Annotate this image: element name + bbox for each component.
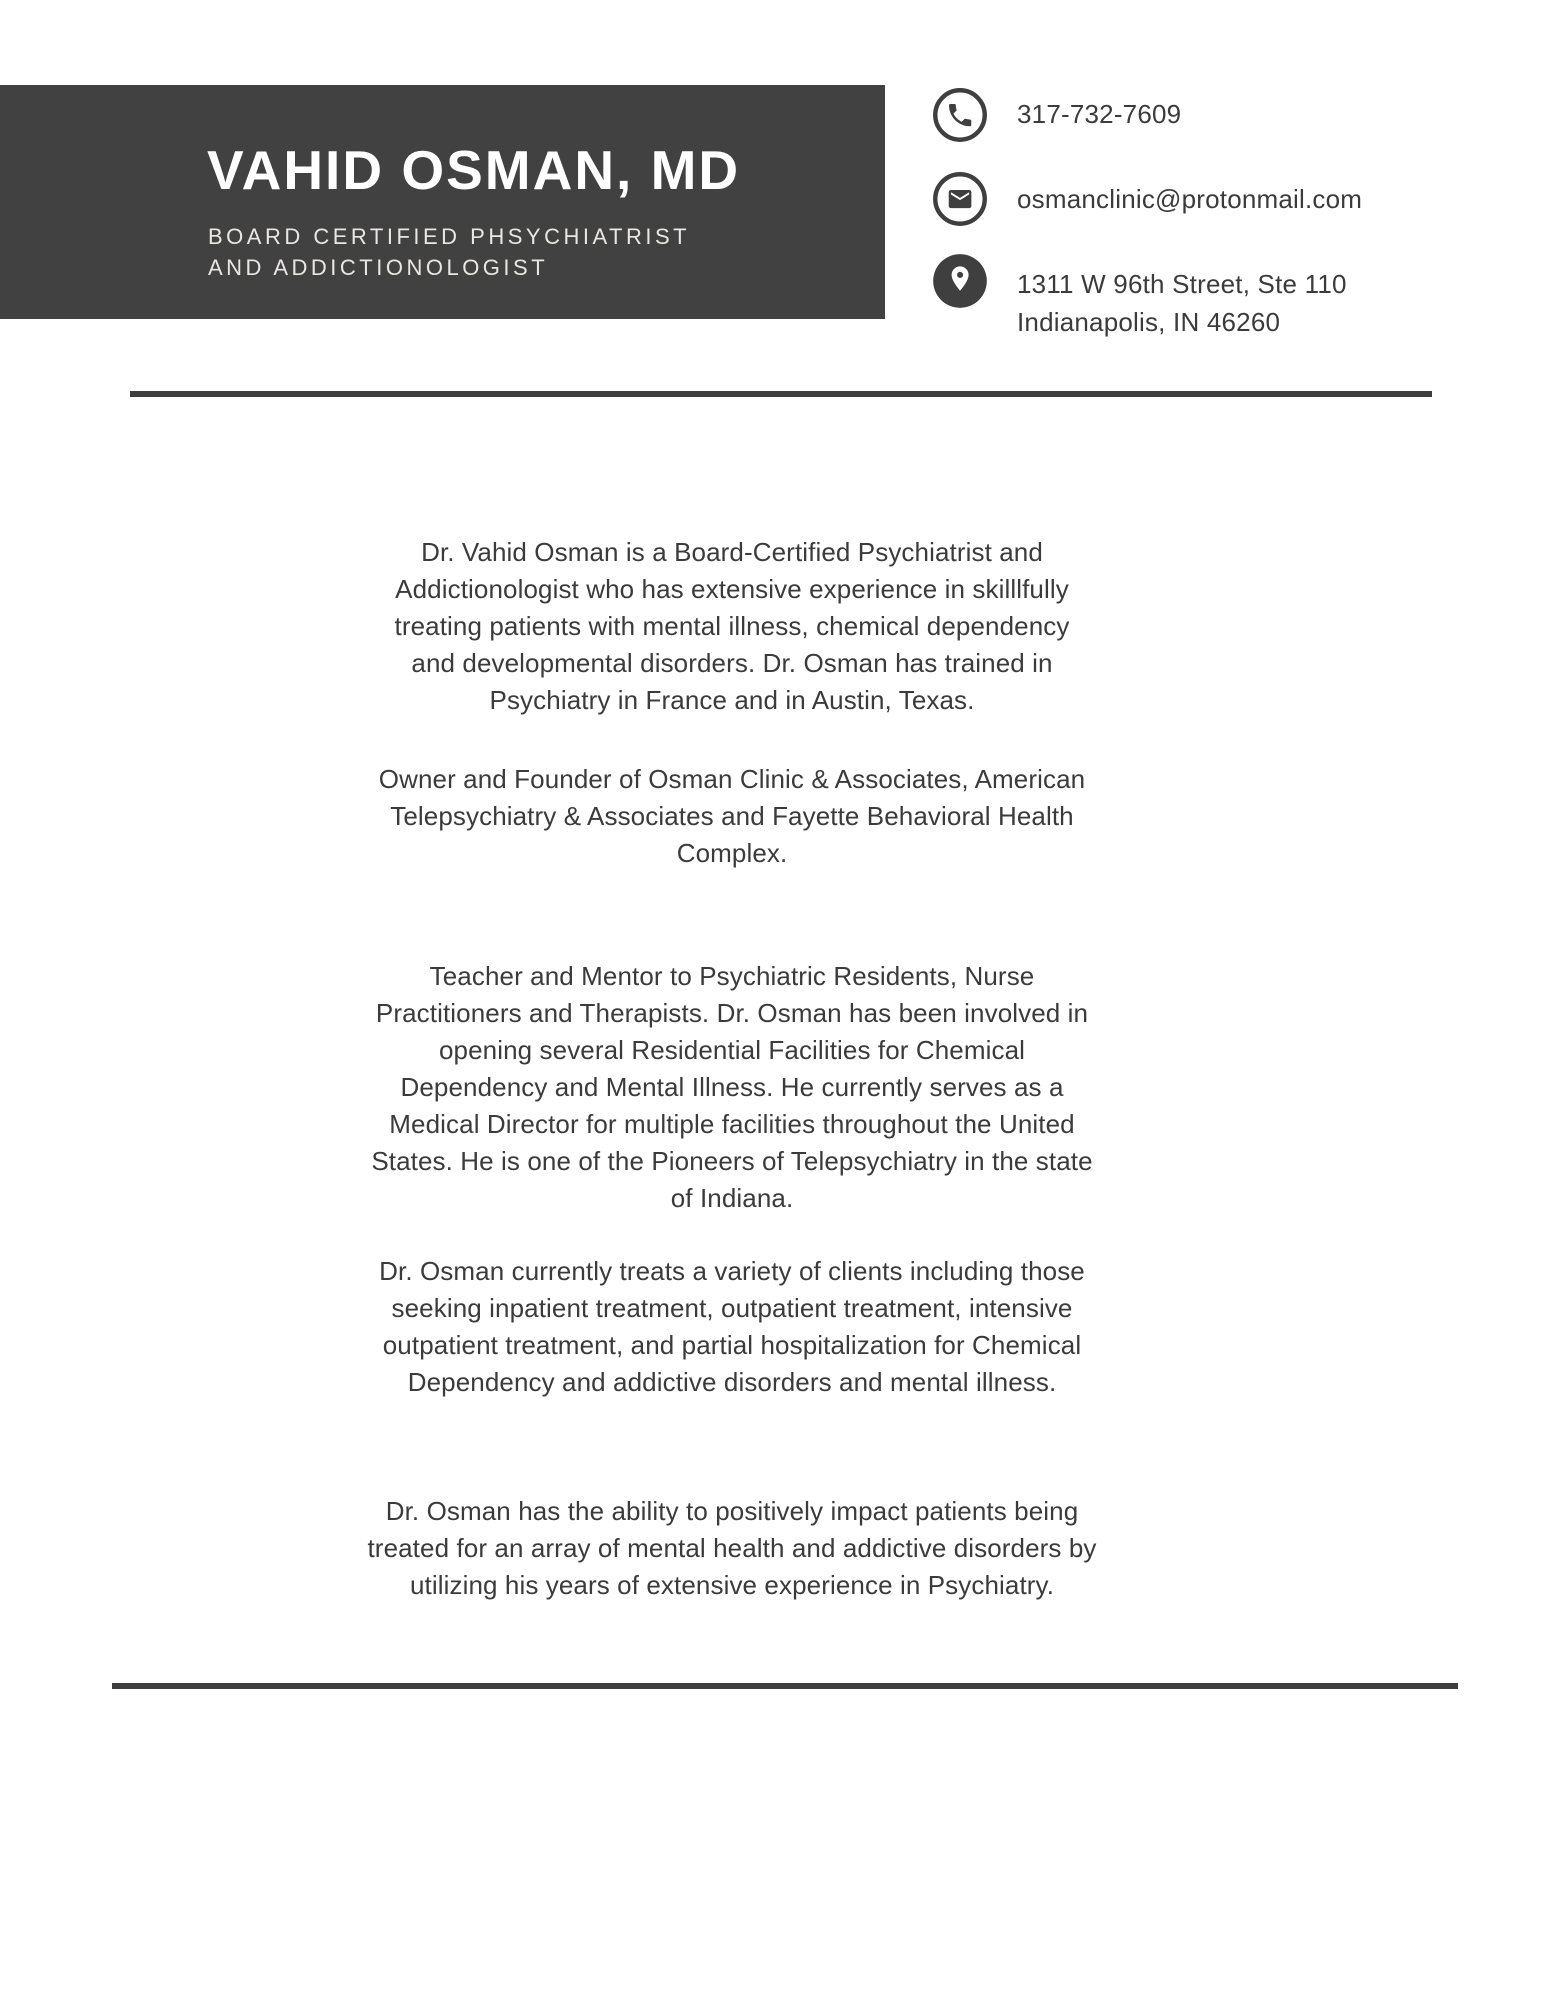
bio-paragraph-line: Psychiatry in France and in Austin, Texas. <box>489 685 975 715</box>
bottom-divider <box>112 1683 1458 1689</box>
bio-paragraph-line: Dr. Vahid Osman is a Board-Certified Psychiatrist and <box>421 537 1043 567</box>
bio-paragraph-line: Complex. <box>676 838 788 868</box>
doctor-name-title: VAHID OSMAN, MD <box>207 139 741 201</box>
bio-paragraph-line: Dependency and Mental Illness. He currently serves as a <box>400 1072 1064 1102</box>
phone-number: 317-732-7609 <box>1017 99 1182 129</box>
phone-icon <box>932 87 988 143</box>
bio-paragraph-line: Teacher and Mentor to Psychiatric Residents, Nurse <box>429 961 1035 991</box>
bio-paragraph-line: opening several Residential Facilities for Chemical <box>438 1035 1026 1065</box>
bio-paragraph-line: and developmental disorders. Dr. Osman has trained in <box>411 648 1053 678</box>
bio-paragraph-line: Dependency and addictive disorders and mental illness. <box>407 1367 1057 1397</box>
bio-paragraph-line: of Indiana. <box>670 1183 794 1213</box>
bio-paragraph-line: outpatient treatment, and partial hospitalization for Chemical <box>382 1330 1082 1360</box>
bio-paragraph-line: treated for an array of mental health and addictive disorders by <box>367 1533 1097 1563</box>
bio-paragraph-line: States. He is one of the Pioneers of Telepsychiatry in the state <box>371 1146 1093 1176</box>
bio-paragraph-impact <box>362 1493 1102 1604</box>
email-icon <box>932 171 988 227</box>
bio-paragraph-line: Dr. Osman currently treats a variety of clients including those <box>379 1256 1085 1286</box>
bio-paragraph-owner-founder <box>362 761 1102 872</box>
subtitle-line-1: BOARD CERTIFIED PHSYCHIATRIST <box>208 224 691 249</box>
bio-paragraph-line: Telepsychiatry & Associates and Fayette Behavioral Health <box>390 801 1074 831</box>
subtitle-line-2: AND ADDICTIONOLOGIST <box>208 255 549 280</box>
bio-paragraph-line: Addictionologist who has extensive experience in skilllfully <box>395 574 1069 604</box>
header-block <box>0 85 885 319</box>
address-line-1: 1311 W 96th Street, Ste 110 <box>1017 269 1347 299</box>
bio-paragraph-line: Dr. Osman has the ability to positively impact patients being <box>385 1496 1079 1526</box>
bio-paragraph-line: Owner and Founder of Osman Clinic & Associates, American <box>378 764 1086 794</box>
bio-paragraph-line: utilizing his years of extensive experience in Psychiatry. <box>409 1570 1055 1600</box>
bio-paragraph-teacher-mentor <box>362 958 1102 1217</box>
doctor-subtitle <box>208 221 690 283</box>
address-line-2: Indianapolis, IN 46260 <box>1017 307 1281 337</box>
email-address: osmanclinic@protonmail.com <box>1017 184 1363 214</box>
bio-paragraph-intro <box>362 534 1102 719</box>
bio-paragraph-treatment <box>362 1253 1102 1401</box>
street-address <box>1017 265 1347 341</box>
top-divider <box>130 391 1432 397</box>
bio-paragraph-line: Practitioners and Therapists. Dr. Osman has been involved in <box>375 998 1089 1028</box>
bio-paragraph-line: Medical Director for multiple facilities throughout the United <box>389 1109 1075 1139</box>
bio-paragraph-line: treating patients with mental illness, chemical dependency <box>394 611 1070 641</box>
bio-paragraph-line: seeking inpatient treatment, outpatient treatment, intensive <box>391 1293 1073 1323</box>
location-pin-icon <box>932 253 988 309</box>
